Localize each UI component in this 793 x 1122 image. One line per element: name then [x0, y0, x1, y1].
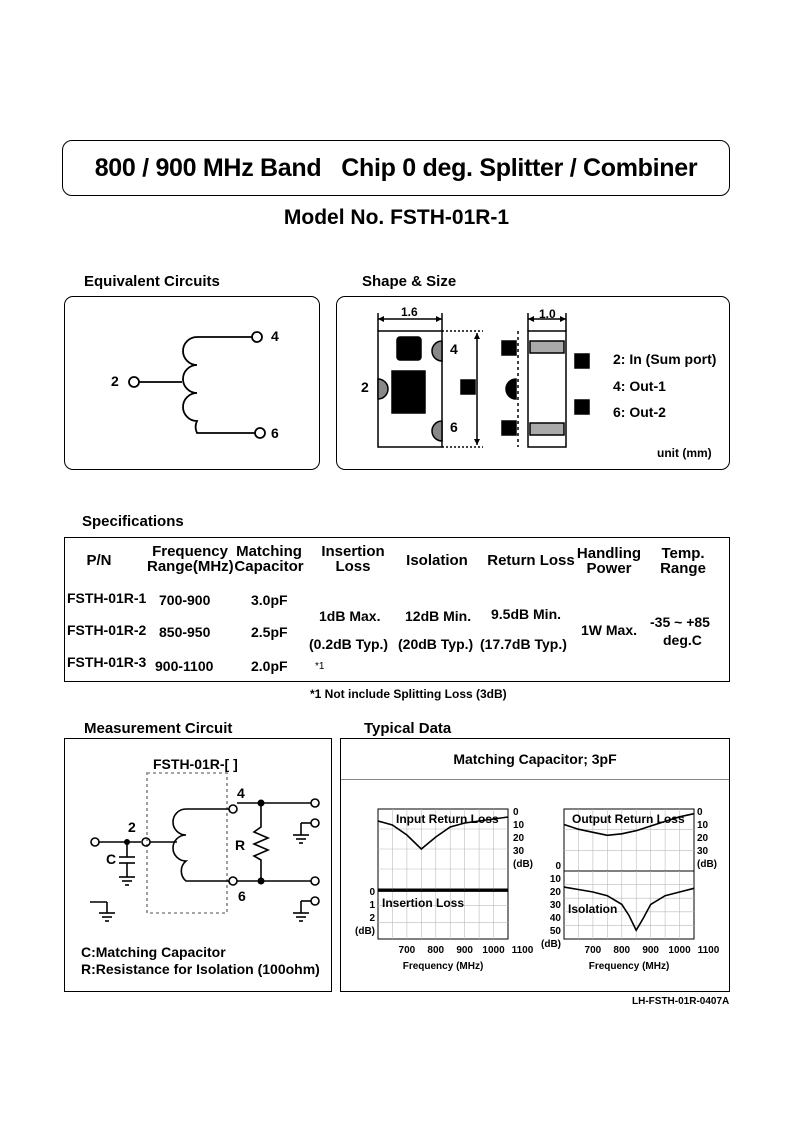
isolation-min: 12dB Min.: [405, 608, 472, 624]
equivalent-circuits-heading: Equivalent Circuits: [84, 273, 220, 290]
y-tick-label: 10: [697, 820, 709, 831]
col-temp: Temp. Range: [660, 545, 706, 577]
x-tick-label: 1000: [482, 945, 505, 956]
chart-title: Output Return Loss: [572, 812, 685, 826]
col-handling: Handling Power: [576, 545, 642, 577]
equivalent-circuit-panel: [64, 296, 320, 470]
footnote-mark: *1: [315, 661, 325, 672]
y-tick-label: 30: [697, 846, 709, 857]
isolation-typ: (20dB Typ.): [398, 636, 474, 652]
equivalent-circuit-diagram: [65, 297, 321, 471]
y-tick-label: 20: [697, 833, 709, 844]
legend-resistor: R:Resistance for Isolation (100ohm): [81, 961, 320, 977]
col-isolation: Isolation: [406, 552, 468, 569]
x-tick-label: 800: [427, 945, 445, 956]
x-tick-label: 900: [642, 945, 660, 956]
insertion-max: 1dB Max.: [319, 608, 381, 624]
y-tick-label: 1: [369, 900, 375, 911]
temp-range: -35 ~ +85: [650, 614, 710, 630]
y-unit-label: (dB): [541, 939, 561, 950]
x-tick-label: 700: [398, 945, 416, 956]
x-tick-label: 900: [456, 945, 474, 956]
col-pn: P/N: [86, 552, 112, 569]
dim-side-label: 1.0: [539, 307, 556, 321]
chart-title: Input Return Loss: [396, 812, 499, 826]
resistor-label: R: [235, 837, 246, 853]
y-tick-label: 2: [369, 913, 375, 924]
y-unit-label: (dB): [697, 859, 717, 870]
typical-data-subtitle: Matching Capacitor; 3pF: [341, 739, 729, 780]
freq-cell: 850-950: [159, 624, 211, 640]
y-tick-label: 30: [549, 900, 561, 911]
pin-4-label: 4: [450, 341, 458, 357]
measurement-circuit-panel: [64, 738, 332, 992]
x-tick-label: 700: [584, 945, 602, 956]
pn-cell: FSTH-01R-1: [67, 590, 147, 606]
title-box: [62, 140, 730, 196]
package-outline-drawing: [337, 297, 731, 471]
dim-width-label: 1.6: [401, 305, 418, 319]
y-tick-label: 0: [697, 807, 703, 818]
specifications-table: [64, 537, 730, 682]
x-axis-label: Frequency (MHz): [402, 961, 484, 972]
y-tick-label: 0: [513, 807, 519, 818]
node-6-label: 6: [238, 888, 246, 904]
y-tick-label: 40: [549, 913, 561, 924]
col-frequency: Frequency Range(MHz): [147, 543, 234, 575]
y-unit-label: (dB): [355, 926, 375, 937]
cap-cell: 2.0pF: [251, 658, 288, 674]
y-unit-label: (dB): [513, 859, 533, 870]
x-axis-label: Frequency (MHz): [588, 961, 670, 972]
typical-data-charts: [341, 739, 731, 993]
freq-cell: 900-1100: [155, 658, 214, 674]
pin-2-label: 2: [361, 379, 369, 395]
y-tick-label: 0: [555, 861, 561, 872]
x-tick-label: 1100: [697, 945, 720, 956]
col-return-loss: Return Loss: [487, 552, 575, 569]
x-tick-label: 1000: [668, 945, 691, 956]
y-tick-label: 10: [549, 874, 561, 885]
pin-legend-out1: 4: Out-1: [613, 378, 666, 394]
y-tick-label: 50: [549, 926, 561, 937]
pin-legend-in: 2: In (Sum port): [613, 351, 717, 367]
node-4-label: 4: [237, 785, 245, 801]
handling-power: 1W Max.: [581, 622, 638, 638]
y-tick-label: 10: [513, 820, 525, 831]
footnote: *1 Not include Splitting Loss (3dB): [310, 687, 507, 701]
y-tick-label: 20: [513, 833, 525, 844]
return-typ: (17.7dB Typ.): [480, 636, 567, 652]
pn-cell: FSTH-01R-3: [67, 654, 147, 670]
insertion-typ: (0.2dB Typ.): [309, 636, 389, 652]
shape-size-panel: [336, 296, 730, 470]
measurement-circuit-heading: Measurement Circuit: [84, 720, 233, 737]
col-insertion: Insertion Loss: [321, 543, 385, 575]
y-tick-label: 30: [513, 846, 525, 857]
model-number: Model No. FSTH-01R-1: [283, 206, 510, 229]
document-id: LH-FSTH-01R-0407A: [632, 996, 730, 1007]
pin-legend-out2: 6: Out-2: [613, 404, 666, 420]
y-tick-label: 20: [549, 887, 561, 898]
cap-cell: 3.0pF: [251, 592, 288, 608]
legend-capacitor: C:Matching Capacitor: [81, 944, 226, 960]
chart-title: Insertion Loss: [382, 896, 465, 910]
temp-unit: deg.C: [663, 632, 702, 648]
cap-cell: 2.5pF: [251, 624, 288, 640]
specifications-heading: Specifications: [82, 513, 184, 530]
freq-cell: 700-900: [159, 592, 211, 608]
pin-6-label: 6: [450, 419, 458, 435]
col-matching: Matching Capacitor: [234, 543, 304, 575]
document-title: 800 / 900 MHz Band Chip 0 deg. Splitter / Combiner: [94, 153, 698, 182]
port-4-label: 4: [271, 328, 279, 344]
x-tick-label: 1100: [511, 945, 534, 956]
chart-title: Isolation: [568, 902, 618, 916]
port-6-label: 6: [271, 425, 279, 441]
return-min: 9.5dB Min.: [491, 606, 562, 622]
shape-size-heading: Shape & Size: [362, 273, 457, 290]
x-tick-label: 800: [613, 945, 631, 956]
y-tick-label: 0: [369, 887, 375, 898]
part-number-label: FSTH-01R-[ ]: [153, 756, 238, 772]
node-2-label: 2: [128, 819, 136, 835]
typical-data-heading: Typical Data: [364, 720, 452, 737]
typical-data-panel: [340, 738, 730, 992]
capacitor-label: C: [106, 851, 117, 867]
unit-label: unit (mm): [657, 446, 712, 460]
pn-cell: FSTH-01R-2: [67, 622, 147, 638]
port-2-label: 2: [111, 373, 119, 389]
